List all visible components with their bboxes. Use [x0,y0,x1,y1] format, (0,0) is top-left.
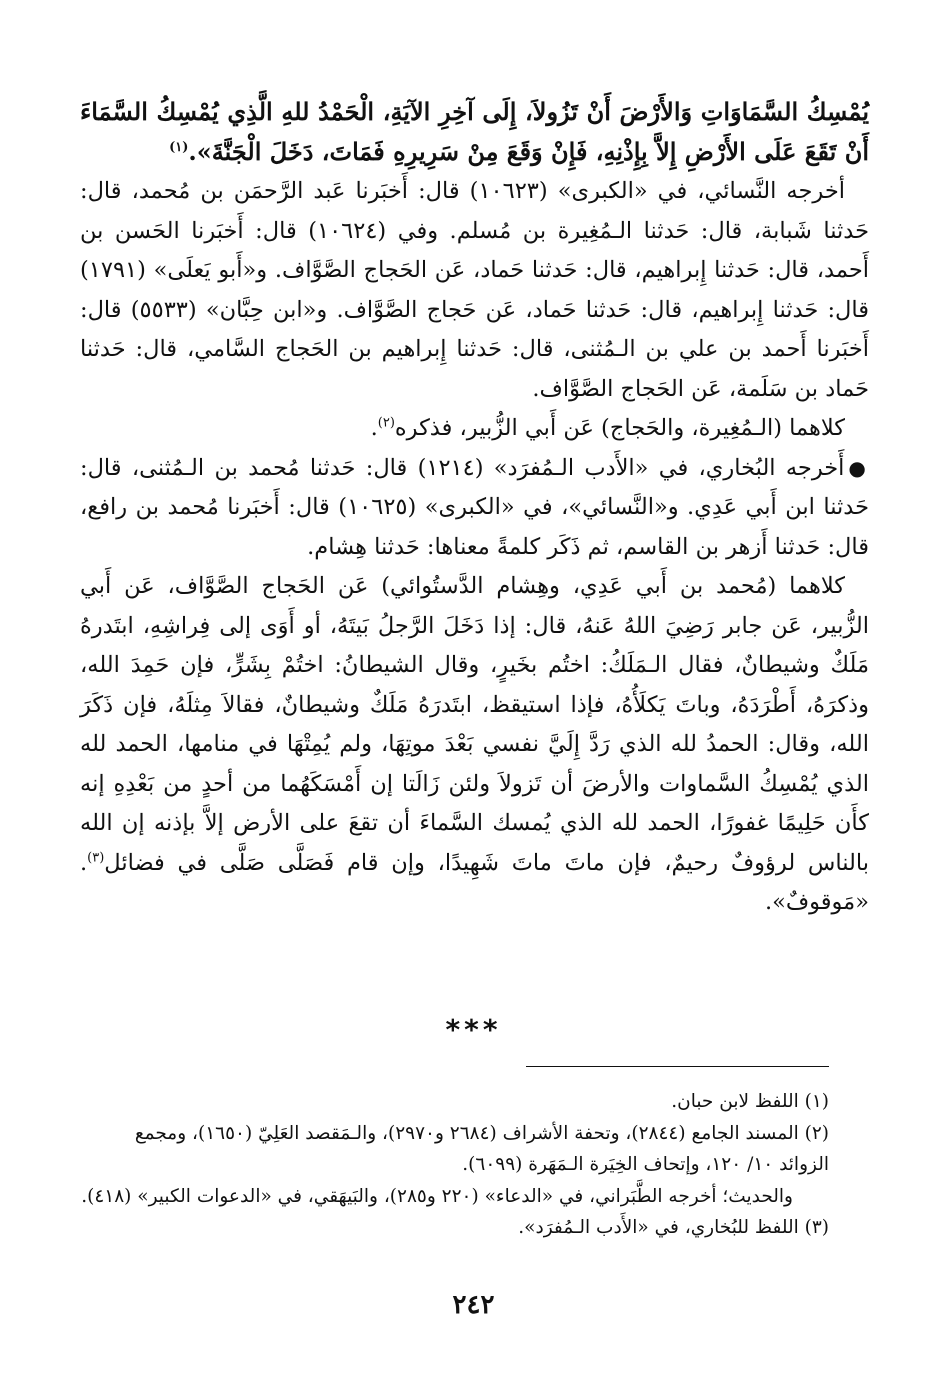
footnote-3: (٣) اللفظ للبُخاري، في «الأَدب الـمُفرَد». [518,1217,829,1238]
paragraph-text: كلاهما (الـمُغِيرة، والحَجاج) عَن أَبي الزُّبير، فذكره [394,415,845,441]
footnote-divider [526,1066,829,1067]
paragraph-text: أَخرجه البُخاري، في «الأَدب الـمُفرَد» (١٢١٤) قال: حَدثنا مُحمد بن الـمُثنى، قال: حَدثنا ابن أَبي عَدِي. و«النَّسائي»، في «الكبرى» (١٠٦٢٥) قال: أَخبَرنا مُحمد بن رافع، قال: حَدثنا أَزهر بن القاسم، ثم ذَكَر كلمةً معناها: حَدثنا هِشام. [80,454,870,560]
footnote-2: (٢) المسند الجامع (٢٨٤٤)، وتحفة الأشراف (٢٦٨٤ و٢٩٧٠)، والـمَقصد العَلِيّ (١٦٥٠)، ومجمع الزوائد ١٠/ ١٢٠، وإتحاف الخِيَرة الـمَهَرة (٦٠٩٩). [134,1122,829,1175]
paragraph-end: . «مَوقوفٌ». [80,849,869,915]
paragraph-end: . [370,415,378,441]
chain-summary-paragraph [80,409,869,449]
page-number: ٢٤٢ [452,1290,495,1320]
footnote-ref-3[interactable]: (٣) [87,850,105,865]
footnote-ref-1[interactable]: (١) [169,140,189,155]
takhrij-paragraph-bukhari [80,449,869,568]
footnote-1: (١) اللفظ لابن حبان. [671,1091,829,1112]
footnotes [80,1086,829,1244]
bullet-icon: ● [848,455,870,480]
paragraph-text: كلاهما (مُحمد بن أَبي عَدِي، وهِشام الدَّستُوائي) عَن الحَجاج الصَّوَّاف، عَن أَبي الزُّبير، عَن جابر رَضِيَ اللهُ عَنهُ، قال: إذا دَخَلَ الرَّجلُ بَيتَهُ، أو أَوَى إلى فِراشِهِ، ابتَدرهُ مَلَكٌ وشيطانٌ، فقال الـمَلَكُ: اختُم بخَيرٍ، وقال الشيطانُ: اختُمْ بِشَرٍّ، فإن حَمِدَ الله، وذكرَهُ، أَطْرَدَهُ، وباتَ يَكلَأُهُ، فإذا استيقظ، ابتَدرَهُ مَلَكٌ وشيطانٌ، فقالاَ مِثلَهُ، فإن ذَكَرَ الله، وقال: الحمدُ لله الذي رَدَّ إِلَيَّ نفسي بَعْدَ موتِهَا، ولم يُمِتْهَا في منامها، الحمد لله الذي يُمْسِكُ السَّماوات والأرضَ أن تَزولاَ ولئن زَالَتا إن أَمْسَكَهُما من أحدٍ من بَعْدِهِ إنه كأَن حَلِيمًا غفورًا، الحمد لله الذي يُمسك السَّماءَ أن تقعَ على الأرض إلاَّ بإذنه إن الله بالناس لرؤوفٌ رحيمٌ، فإن ماتَ ماتَ شَهِيدًا، وإن قام فَصَلَّى صَلَّى في فضائل [80,573,869,876]
section-separator: *** [445,1013,502,1046]
verse-text: يُمْسِكُ السَّمَاوَاتِ وَالأَرْضَ أَنْ تَزُولاَ، إِلَى آخِرِ الآيَةِ، الْحَمْدُ للهِ الَّذِي يُمْسِكُ السَّمَاءَ أَنْ تَقَعَ عَلَى الأَرْضِ إِلاَّ بِإِذْنِهِ، فَإِنْ وَقَعَ مِنْ سَرِيرِهِ فَمَاتَ، دَخَلَ الْجَنَّةَ». [80,97,869,166]
verse-paragraph [80,92,869,172]
hadith-text-paragraph [80,567,869,923]
footnote-ref-2[interactable]: (٢) [377,415,395,431]
footnote-2-continuation: والحديث؛ أخرجه الطَّبَراني، في «الدعاء» (٢٢٠ و٢٨٥)، والبَيهَقي، في «الدعوات الكبير» (٤١٨). [81,1185,793,1207]
paragraph-text: أخرجه النَّسائي، في «الكبرى» (١٠٦٢٣) قال: أَخبَرنا عَبد الرَّحمَن بن مُحمد، قال: حَدثنا شَبابة، قال: حَدثنا الـمُغِيرة بن مُسلم. وفي (١٠٦٢٤) قال: أَخبَرنا الحَسن بن أَحمد، قال: حَدثنا إِبراهيم، قال: حَدثنا حَماد، عَن الحَجاج الصَّوَّاف. و«أَبو يَعلَى» (١٧٩١) قال: حَدثنا إِبراهيم، قال: حَدثنا حَماد، عَن حَجاج الصَّوَّاف. و«ابن حِبَّان» (٥٥٣٣) قال: أَخبَرنا أَحمد بن علي بن الـمُثنى، قال: حَدثنا إِبراهيم بن الحَجاج السَّامي، قال: حَدثنا حَماد بن سَلَمة، عَن الحَجاج الصَّوَّاف. [80,178,869,402]
takhrij-paragraph-nasai [80,172,869,409]
main-text [80,92,869,923]
